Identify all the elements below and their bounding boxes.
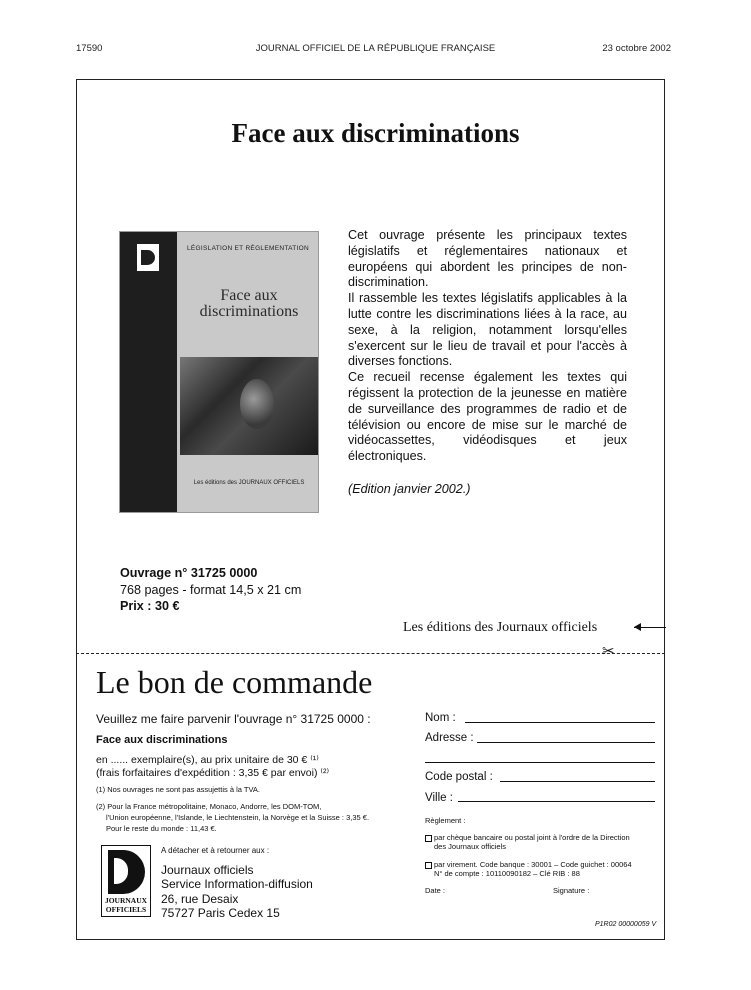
journal-title: JOURNAL OFFICIEL DE LA RÉPUBLIQUE FRANÇAISE xyxy=(255,43,496,54)
cover-publisher: Les éditions des JOURNAUX OFFICIELS xyxy=(193,480,305,486)
edition-note: (Edition janvier 2002.) xyxy=(348,482,471,496)
editions-line: Les éditions des Journaux officiels xyxy=(403,620,598,635)
footnote-2: (2) Pour la France métropolitaine, Monaco, Andorre, les DOM-TOM, xyxy=(96,802,322,811)
issue-date: 23 octobre 2002 xyxy=(602,43,671,54)
cheque-option-line2: des Journaux officiels xyxy=(434,842,506,851)
order-shipping: (frais forfaitaires d'expédition : 3,35 € par envoi) ⁽²⁾ xyxy=(96,767,330,779)
ouvrage-number: Ouvrage n° 31725 0000 xyxy=(120,566,258,580)
address-line: 75727 Paris Cedex 15 xyxy=(161,906,280,921)
address-line: Journaux officiels xyxy=(161,862,254,877)
cover-title: Face aux discriminations xyxy=(199,287,299,320)
return-address xyxy=(161,844,313,921)
cover-logo-icon xyxy=(137,244,159,271)
order-request: Veuillez me faire parvenir l'ouvrage n° 31725 0000 : xyxy=(96,712,371,726)
cheque-text: par chèque bancaire ou postal joint à l'ordre de la Direction xyxy=(434,833,630,842)
address-line: 26, rue Desaix xyxy=(161,891,239,906)
virement-checkbox[interactable] xyxy=(425,862,432,869)
ad-description xyxy=(348,228,627,465)
signature-label: Signature : xyxy=(553,886,590,895)
scissors-icon: ✂ xyxy=(602,643,615,660)
journaux-officiels-logo xyxy=(101,845,151,917)
nom-field[interactable] xyxy=(465,722,655,723)
adresse-label: Adresse : xyxy=(425,732,474,744)
ville-field[interactable] xyxy=(458,801,655,802)
code-postal-field[interactable] xyxy=(500,781,655,782)
ad-title: Face aux discriminations xyxy=(231,118,520,148)
order-left xyxy=(96,712,416,833)
footnote-2-line2: l'Union européenne, l'Islande, le Liechtenstein, la Norvège et la Suisse : 3,35 €. xyxy=(106,813,370,822)
order-form-title: Le bon de commande xyxy=(96,664,373,700)
book-cover xyxy=(119,231,319,513)
virement-text: par virement. Code banque : 30001 – Code guichet : 00064 xyxy=(434,860,632,869)
book-info xyxy=(120,565,301,615)
cut-line xyxy=(76,653,665,654)
logo-d-icon xyxy=(108,850,145,894)
description-paragraph: Cet ouvrage présente les principaux textes législatifs et réglementaires nationaux et européens qui abordent les principes de non-discrimination. xyxy=(348,228,627,290)
address-line: Service Information-diffusion xyxy=(161,877,313,892)
page-number: 17590 xyxy=(76,43,103,54)
adresse-field[interactable] xyxy=(477,742,655,743)
detach-label: A détacher et à retourner aux : xyxy=(161,846,270,855)
adresse-field-line2[interactable] xyxy=(425,762,655,763)
code-postal-label: Code postal : xyxy=(425,771,493,783)
footnote-1: (1) Nos ouvrages ne sont pas assujettis à la TVA. xyxy=(96,785,260,794)
cheque-checkbox[interactable] xyxy=(425,835,432,842)
book-price: Prix : 30 € xyxy=(120,599,180,613)
book-format: 768 pages - format 14,5 x 21 cm xyxy=(120,582,302,597)
nom-label: Nom : xyxy=(425,712,456,724)
logo-line: JOURNAUX xyxy=(104,896,148,905)
cheque-option[interactable] xyxy=(425,833,630,842)
footnote-2-line3: Pour le reste du monde : 11,43 €. xyxy=(106,824,217,833)
order-book: Face aux discriminations xyxy=(96,734,228,746)
arrow-left-icon xyxy=(634,623,641,631)
description-paragraph: Il rassemble les textes législatifs applicables à la lutte contre les discriminations liées à la race, au sexe, à la religion, notamment lorsqu'elles s'exercent sur le lieu de travail et pour l'accès à diverses fonctions. xyxy=(348,291,627,369)
date-label: Date : xyxy=(425,886,446,895)
cover-spine xyxy=(120,232,177,512)
virement-option[interactable] xyxy=(425,860,632,869)
cover-category: LÉGISLATION ET RÉGLEMENTATION xyxy=(187,245,309,252)
cover-photo xyxy=(180,357,318,455)
order-copies: en ...... exemplaire(s), au prix unitaire de 30 € ⁽¹⁾ xyxy=(96,754,319,766)
ville-label: Ville : xyxy=(425,792,453,804)
reglement-label: Règlement : xyxy=(425,816,466,825)
description-paragraph: Ce recueil recense également les textes qui régissent la protection de la jeunesse en matière de surveillance des programmes de radio et de télévision ou encore de mise sur le marché de vidéocassettes, vidéodisques et jeux électroniques. xyxy=(348,370,627,464)
order-right xyxy=(425,712,657,917)
logo-line: OFFICIELS xyxy=(105,905,147,914)
virement-option-line2: N° de compte : 10110090182 – Clé RIB : 88 xyxy=(434,869,580,878)
logo-text xyxy=(102,896,150,914)
reference-code: P1R02 00000059 V xyxy=(595,921,657,928)
